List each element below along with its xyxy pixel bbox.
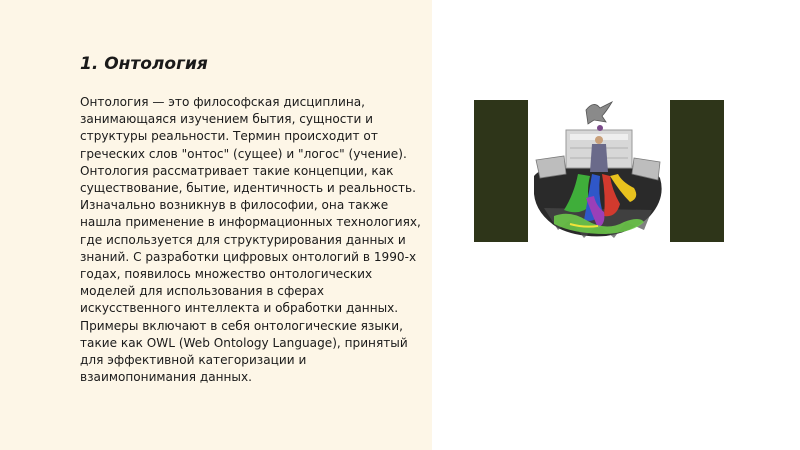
central-figure xyxy=(590,144,608,172)
slide-title: 1. Онтология xyxy=(80,54,208,74)
ontology-illustration xyxy=(474,98,726,244)
slide-body-text: Онтология — это философская дисциплина, занимающаяся изучением бытия, сущности и структуры реальности. Термин происходит от греческих слов "онтос" (сущее) и "логос" (учение). Онтология рассматривает такие концепции, как существование, бытие, идентичность и реальность. Изначально возникнув в философии, она также нашла применение в информационных технологиях, где используется для структурирования данных и знаний. С разработки цифровых онтологий в 1990-х годах, появилось множество онтологических моделей для использования в сферах искусственного интеллекта и обработки данных. Примеры включают в себя онтологические языки, такие как OWL (Web Ontology Language), принятый для эффективной категоризации и взаимопонимания данных. xyxy=(80,95,421,385)
right-pillar xyxy=(670,100,724,242)
left-pillar xyxy=(474,100,528,242)
flying-figure xyxy=(586,102,612,124)
